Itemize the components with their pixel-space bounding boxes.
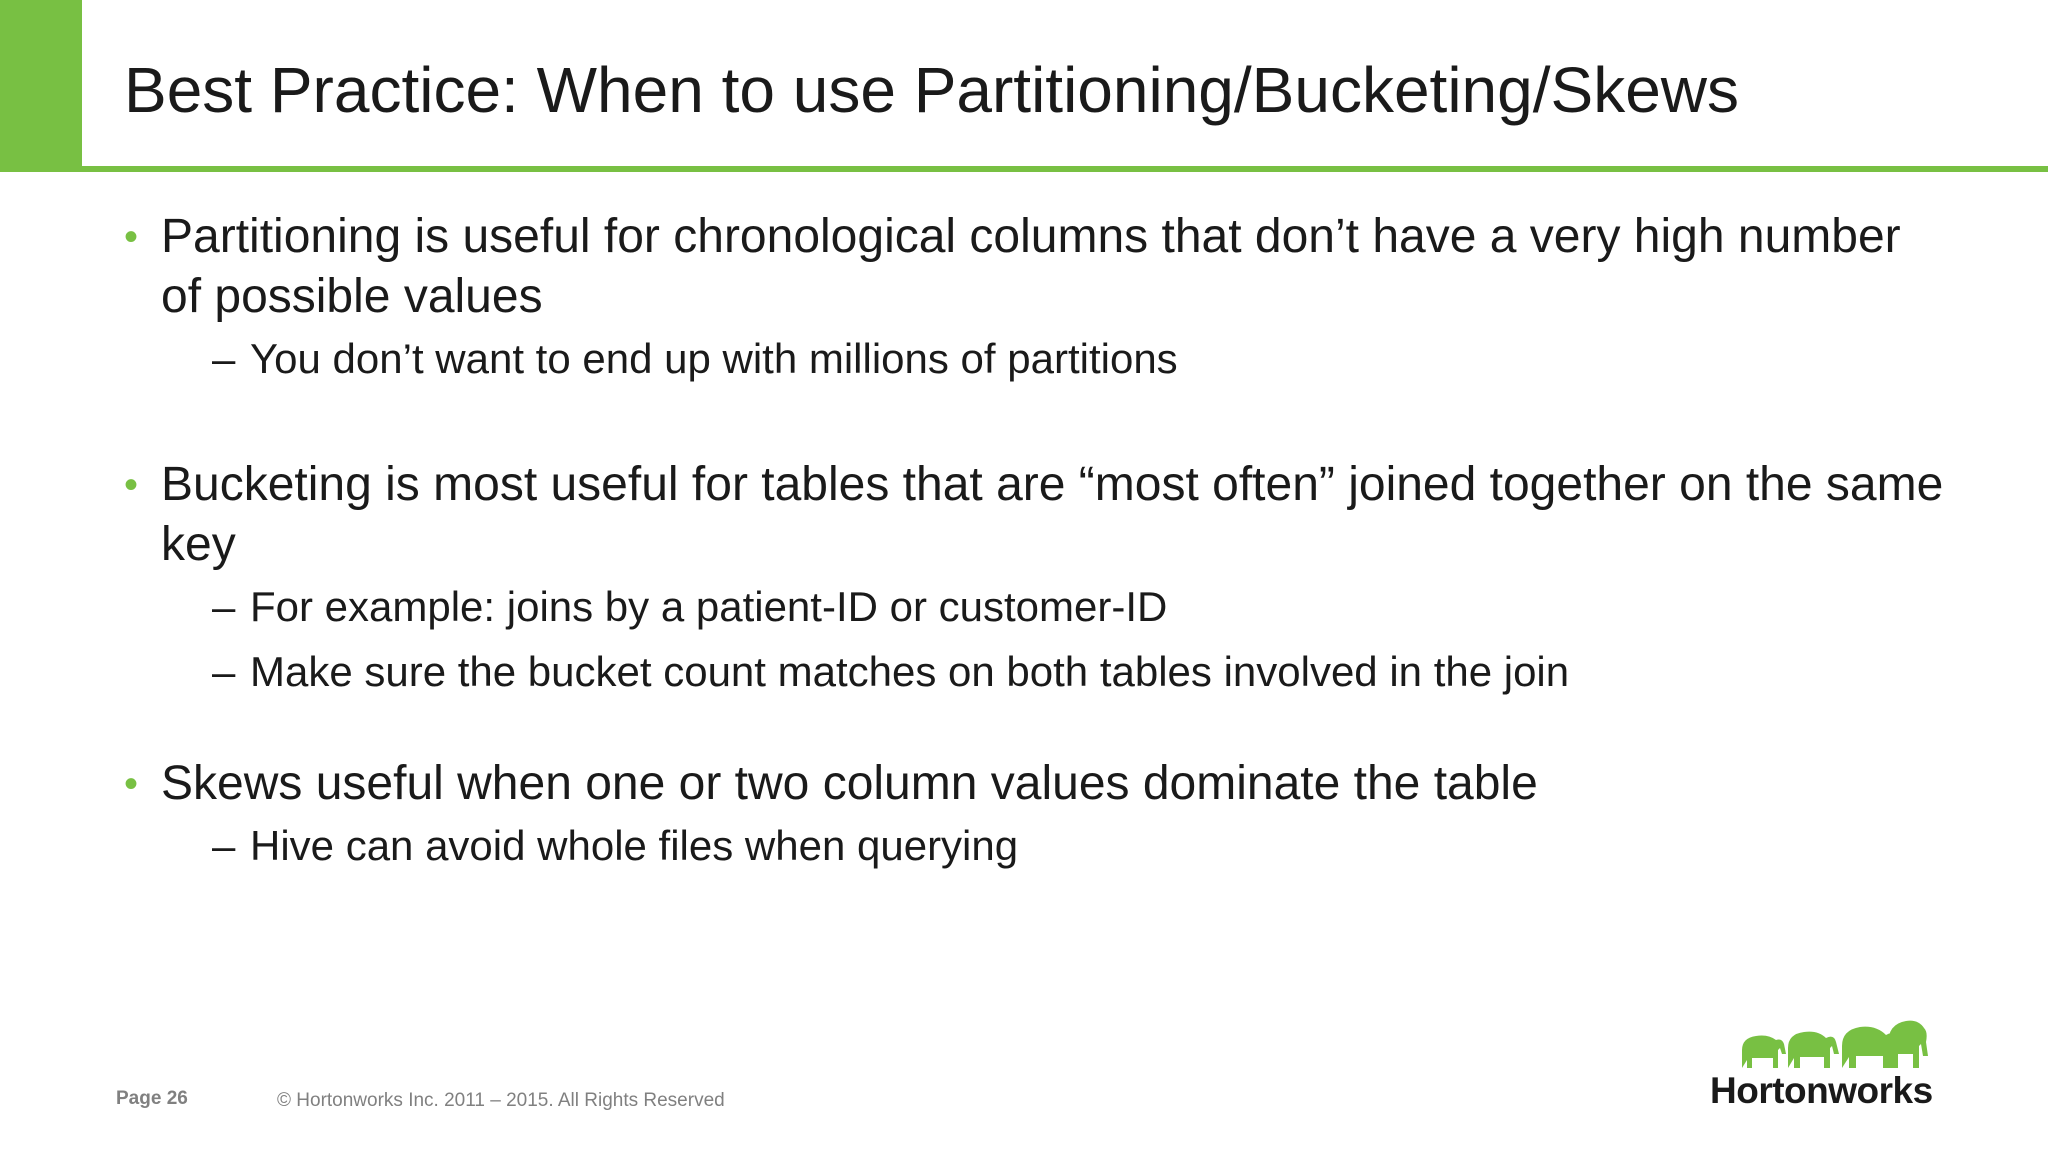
hortonworks-logo [1708,1018,1936,1118]
bullet-text: Partitioning is useful for chronological columns that don’t have a very high number of possible values [161,210,1901,323]
bullet-list [120,207,1950,872]
sub-bullet-item [120,646,1950,698]
bullet-text: Skews useful when one or two column values dominate the table [161,757,1538,810]
bullet-marker: • [124,463,139,507]
bullet-item [120,754,1950,814]
slide-title: Best Practice: When to use Partitioning/Bucketing/Skews [124,54,1739,126]
sub-bullet-text: For example: joins by a patient-ID or customer-ID [250,583,1168,630]
bullet-marker: • [124,215,139,259]
bullet-item [120,207,1950,327]
title-divider [82,166,2048,172]
spacer [120,385,1950,455]
sub-bullet-item [120,581,1950,633]
sub-bullet-marker: – [212,335,236,382]
spacer [120,698,1950,754]
page-number: Page 26 [116,1088,188,1109]
sub-bullet-marker: – [212,583,236,630]
bullet-item [120,455,1950,575]
sub-bullet-item [120,820,1950,872]
copyright-notice: © Hortonworks Inc. 2011 – 2015. All Rights Reserved [277,1090,725,1111]
logo-wordmark: Hortonworks [1710,1070,1933,1111]
sub-bullet-text: Make sure the bucket count matches on both tables involved in the join [250,648,1570,695]
elephant-herd-icon [1738,1018,1928,1074]
sub-bullet-text: You don’t want to end up with millions of partitions [250,335,1178,382]
title-accent-block [0,0,82,172]
bullet-text: Bucketing is most useful for tables that are “most often” joined together on the same key [161,458,1944,571]
sub-bullet-marker: – [212,648,236,695]
sub-bullet-text: Hive can avoid whole files when querying [250,822,1019,869]
sub-bullet-item [120,333,1950,385]
sub-bullet-marker: – [212,822,236,869]
bullet-marker: • [124,762,139,806]
